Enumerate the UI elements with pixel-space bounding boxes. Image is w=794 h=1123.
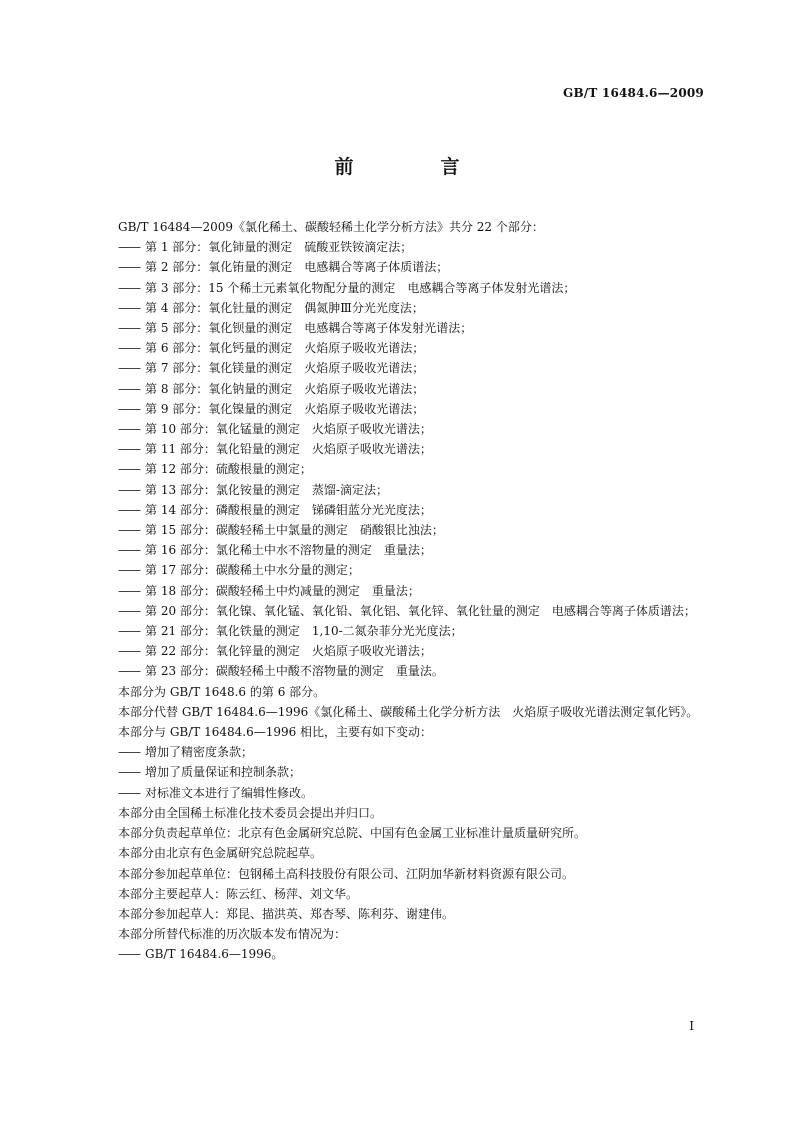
drafted-by-paragraph: 本部分由北京有色金属研究总院起草。 (118, 846, 323, 861)
list-item-text: 第 15 部分：碳酸轻稀土中氯量的测定 硝酸银比浊法； (145, 523, 444, 538)
replaces-paragraph: 本部分代替 GB/T 16484.6—1996《氯化稀土、碳酸稀土化学分析方法 火焰原子吸收光谱法测定氧化钙》。 (118, 704, 699, 719)
dash-marker: —— (118, 644, 140, 659)
list-item (118, 358, 708, 378)
list-item (118, 237, 708, 257)
dash-marker: —— (118, 280, 140, 295)
list-item-text: 增加了质量保证和控制条款； (145, 765, 302, 780)
dash-marker: —— (118, 745, 140, 760)
participating-drafters-paragraph: 本部分参加起草人：郑昆、描洪英、郑杏琴、陈利芬、谢建伟。 (118, 906, 455, 921)
list-item (118, 661, 708, 681)
list-item (118, 520, 708, 540)
dash-marker: —— (118, 462, 140, 477)
list-item (118, 560, 708, 580)
list-item-text: 第 17 部分：碳酸稀土中水分量的测定； (145, 563, 360, 578)
part-of-paragraph: 本部分为 GB/T 1648.6 的第 6 部分。 (118, 684, 326, 699)
list-item (118, 439, 708, 459)
drafting-units-paragraph: 本部分负责起草单位：北京有色金属研究总院、中国有色金属工业标准计量质量研究所。 (118, 826, 587, 841)
standard-code: GB/T 16484.6—2009 (563, 86, 704, 100)
dash-marker: —— (118, 240, 140, 255)
list-item-text: 第 23 部分：碳酸轻稀土中酸不溶物量的测定 重量法。 (145, 664, 444, 679)
list-item-text: 第 13 部分：氯化铵量的测定 蒸馏-滴定法； (145, 482, 388, 497)
dash-marker: —— (118, 321, 140, 336)
intro-paragraph: GB/T 16484—2009《氯化稀土、碳酸轻稀土化学分析方法》共分 22 个部分： (118, 220, 544, 234)
list-item (118, 318, 708, 338)
parts-list (118, 237, 708, 681)
dash-marker: —— (118, 563, 140, 578)
dash-marker: —— (118, 401, 140, 416)
dash-marker: —— (118, 543, 140, 558)
page-number: I (689, 1019, 694, 1033)
dash-marker: —— (118, 442, 140, 457)
dash-marker: —— (118, 664, 140, 679)
list-item (118, 762, 708, 782)
list-item (118, 621, 708, 641)
dash-marker: —— (118, 785, 140, 800)
participating-units-paragraph: 本部分参加起草单位：包钢稀土高科技股份有限公司、江阴加华新材料资源有限公司。 (118, 866, 575, 881)
list-item (118, 944, 708, 964)
list-item (118, 783, 708, 803)
list-item (118, 500, 708, 520)
list-item-text: 增加了精密度条款； (145, 745, 254, 760)
list-item-text: 第 10 部分：氧化锰量的测定 火焰原子吸收光谱法； (145, 422, 432, 437)
list-item-text: 对标准文本进行了编辑性修改。 (145, 785, 314, 800)
dash-marker: —— (118, 583, 140, 598)
changes-list (118, 742, 708, 803)
list-item-text: 第 5 部分：氧化钡量的测定 电感耦合等离子体发射光谱法； (145, 321, 473, 336)
list-item-text: 第 12 部分：硫酸根量的测定； (145, 462, 312, 477)
list-item (118, 399, 708, 419)
list-item (118, 257, 708, 277)
dash-marker: —— (118, 300, 140, 315)
page-title: 前 言 (334, 156, 494, 178)
dash-marker: —— (118, 947, 140, 962)
list-item (118, 278, 708, 298)
list-item (118, 641, 708, 661)
list-item-text: GB/T 16484.6—1996。 (145, 947, 284, 962)
list-item-text: 第 8 部分：氧化钠量的测定 火焰原子吸收光谱法； (145, 381, 425, 396)
list-item (118, 581, 708, 601)
list-item-text: 第 21 部分：氧化铁量的测定 1,10-二氮杂菲分光光度法； (145, 624, 463, 639)
dash-marker: —— (118, 422, 140, 437)
list-item (118, 601, 708, 621)
dash-marker: —— (118, 624, 140, 639)
history-paragraph: 本部分所替代标准的历次版本发布情况为： (118, 927, 347, 942)
list-item (118, 338, 708, 358)
list-item-text: 第 4 部分：氧化钍量的测定 偶氮胂Ⅲ分光光度法； (145, 300, 424, 315)
list-item (118, 298, 708, 318)
list-item-text: 第 3 部分：15 个稀土元素氧化物配分量的测定 电感耦合等离子体发射光谱法； (145, 280, 576, 295)
dash-marker: —— (118, 260, 140, 275)
dash-marker: —— (118, 603, 140, 618)
list-item-text: 第 18 部分：碳酸轻稀土中灼减量的测定 重量法； (145, 583, 420, 598)
list-item-text: 第 7 部分：氧化镁量的测定 火焰原子吸收光谱法； (145, 361, 425, 376)
list-item-text: 第 22 部分：氧化锌量的测定 火焰原子吸收光谱法； (145, 644, 432, 659)
list-item-text: 第 16 部分：氯化稀土中水不溶物量的测定 重量法； (145, 543, 432, 558)
dash-marker: —— (118, 381, 140, 396)
changes-paragraph: 本部分与 GB/T 16484.6—1996 相比，主要有如下变动： (118, 725, 433, 740)
dash-marker: —— (118, 523, 140, 538)
document-body (118, 217, 708, 965)
dash-marker: —— (118, 341, 140, 356)
list-item-text: 第 11 部分：氧化铅量的测定 火焰原子吸收光谱法； (145, 442, 432, 457)
list-item-text: 第 14 部分：磷酸根量的测定 锑磷钼蓝分光光度法； (145, 502, 432, 517)
list-item-text: 第 2 部分：氧化铕量的测定 电感耦合等离子体质谱法； (145, 260, 449, 275)
list-item (118, 419, 708, 439)
list-item-text: 第 1 部分：氧化铈量的测定 硫酸亚铁铵滴定法； (145, 240, 413, 255)
dash-marker: —— (118, 482, 140, 497)
list-item-text: 第 9 部分：氧化镍量的测定 火焰原子吸收光谱法； (145, 401, 425, 416)
dash-marker: —— (118, 502, 140, 517)
list-item (118, 480, 708, 500)
history-list (118, 944, 708, 964)
list-item (118, 742, 708, 762)
dash-marker: —— (118, 765, 140, 780)
list-item (118, 459, 708, 479)
list-item (118, 379, 708, 399)
list-item (118, 540, 708, 560)
main-drafters-paragraph: 本部分主要起草人：陈云红、杨萍、刘文华。 (118, 886, 359, 901)
list-item-text: 第 20 部分：氧化镍、氧化锰、氧化铅、氧化铝、氧化锌、氧化钍量的测定 电感耦合等离子体质谱法； (145, 603, 696, 618)
list-item-text: 第 6 部分：氧化钙量的测定 火焰原子吸收光谱法； (145, 341, 425, 356)
dash-marker: —— (118, 361, 140, 376)
proposed-paragraph: 本部分由全国稀土标准化技术委员会提出并归口。 (118, 805, 383, 820)
